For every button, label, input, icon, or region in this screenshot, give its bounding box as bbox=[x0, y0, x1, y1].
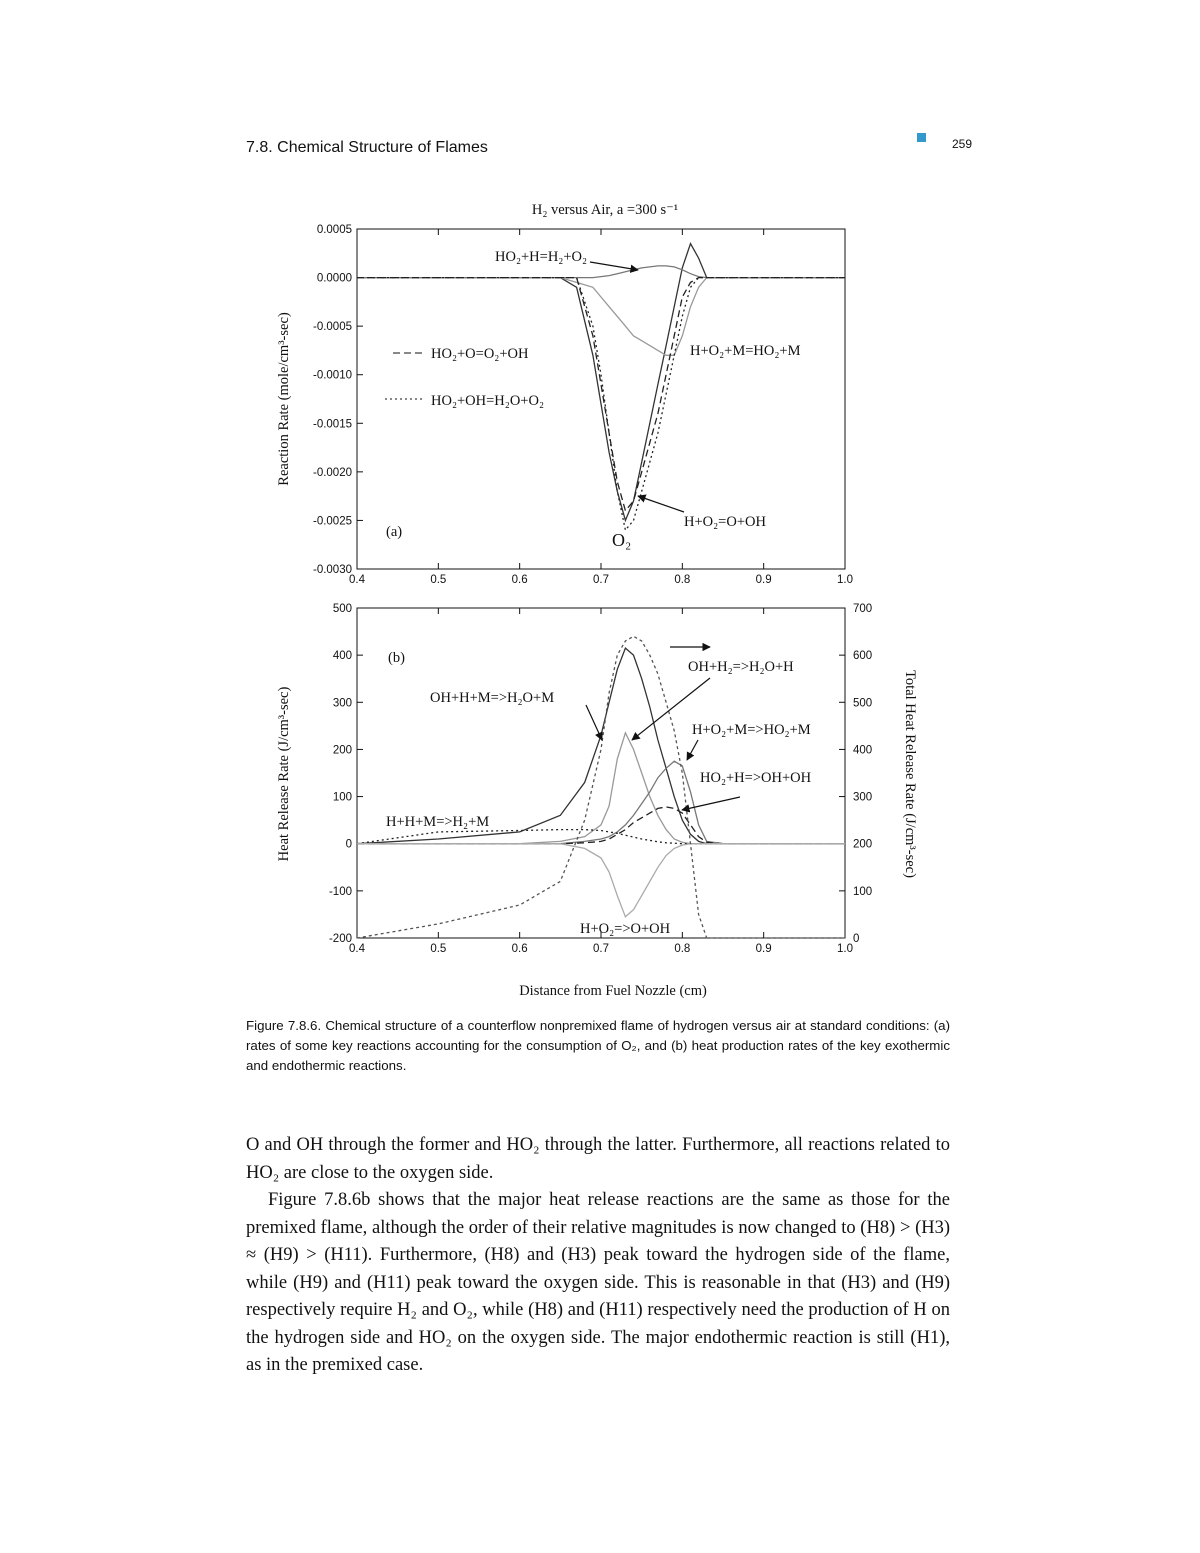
panel-a-tag: (a) bbox=[386, 524, 403, 540]
ann-h-o2: H+O₂=O+OH bbox=[684, 514, 766, 530]
panel-a-ytick-2: -0.0005 bbox=[312, 321, 352, 334]
body-text bbox=[246, 1132, 950, 1380]
panel-b-series-6 bbox=[357, 636, 845, 938]
page-header bbox=[246, 137, 986, 161]
panel-b-ytick-1: 400 bbox=[332, 650, 352, 663]
panel-a-series-2 bbox=[357, 266, 845, 278]
panel-b-ylabel-right: Total Heat Release Rate (J/cm³-sec) bbox=[902, 670, 918, 878]
panel-b-xtick-5: 0.9 bbox=[755, 943, 772, 955]
ann-h-h-m: H+H+M=>H₂+M bbox=[386, 814, 490, 830]
panel-b-ytick-3: 200 bbox=[332, 744, 352, 757]
panel-b-ytick-right-0: 700 bbox=[853, 603, 873, 615]
ann-h-o2-b: H+O₂=>O+OH bbox=[580, 921, 671, 937]
section-title: 7.8. Chemical Structure of Flames bbox=[246, 139, 488, 156]
paragraph-1: O and OH through the former and HO₂ through the latter. Furthermore, all reactions related to HO₂ are close to the oxygen side. bbox=[246, 1135, 950, 1183]
panel-b-ytick-right-4: 300 bbox=[853, 791, 873, 804]
panel-a-ylabel: Reaction Rate (mole/cm³-sec) bbox=[276, 312, 292, 486]
page-number: 259 bbox=[951, 137, 972, 151]
panel-b-xtick-6: 1.0 bbox=[837, 943, 853, 955]
panel-b-tag: (b) bbox=[388, 650, 405, 666]
panel-b-xtick-1: 0.5 bbox=[430, 943, 447, 955]
panel-b-xtick-0: 0.4 bbox=[349, 943, 365, 955]
panel-b-ytick-7: -200 bbox=[328, 933, 352, 945]
ann-ho2-h: HO₂+H=H₂+O₂ bbox=[495, 249, 588, 265]
panel-b-xtick-2: 0.6 bbox=[511, 943, 528, 955]
panel-b-ytick-5: 0 bbox=[345, 838, 352, 851]
marker-icon bbox=[917, 133, 926, 142]
panel-b-ytick-4: 100 bbox=[332, 791, 352, 804]
panel-a-yticks bbox=[313, 224, 363, 576]
ann-h-o2-m: H+O₂+M=HO₂+M bbox=[690, 343, 801, 359]
panel-b-xtick-3: 0.7 bbox=[593, 943, 609, 955]
panel-b-ytick-right-5: 200 bbox=[853, 838, 873, 851]
panel-b-ytick-right-2: 500 bbox=[853, 697, 873, 710]
figure-caption: Figure 7.8.6. Chemical structure of a counterflow nonpremixed flame of hydrogen versus air at standard conditions: (a) rates of some key reactions accounting for the consumption of O₂, and (b) heat production rates of the key exothermic and endothermic reactions. bbox=[246, 1018, 950, 1073]
panel-b-ylabel: Heat Release Rate (J/cm³-sec) bbox=[276, 686, 292, 862]
panel-b-series-5 bbox=[357, 844, 845, 917]
arrow-oh-h-m bbox=[586, 705, 602, 740]
arrow-ho2-h bbox=[590, 262, 638, 270]
paragraph-2: Figure 7.8.6b shows that the major heat release reactions are the same as those for the premixed flame, although the order of their relative magnitudes is now changed to (H8) > (H3) ≈ (H9) > (H11). Furthermore, (H8) and (H3) peak toward the hydrogen side of the flame, while (H9) and (H11) peak toward the oxygen side. This is reasonable in that (H3) and (H9) respectively require H₂ and O₂, while (H8) and (H11) respectively need the production of H on the hydrogen side and HO₂ on the oxygen side. The major endothermic reaction is still (H1), as in the premixed case. bbox=[246, 1190, 950, 1375]
panel-b-ytick-0: 500 bbox=[332, 603, 352, 615]
panel-a-ytick-7: -0.0030 bbox=[312, 564, 352, 576]
panel-b-yticks bbox=[329, 603, 363, 945]
panel-b-series bbox=[357, 636, 845, 938]
panel-b-ytick-6: -100 bbox=[328, 885, 352, 898]
panel-a-ytick-0: 0.0005 bbox=[316, 224, 352, 236]
panel-a-xtick-4: 0.8 bbox=[674, 574, 691, 586]
panel-a-ytick-1: 0.0000 bbox=[316, 272, 352, 285]
ann-h-o2-m-b: H+O₂+M=>HO₂+M bbox=[692, 722, 811, 738]
panel-b-ytick-right-1: 600 bbox=[853, 650, 873, 663]
ann-oh-h-m: OH+H+M=>H₂O+M bbox=[430, 690, 555, 706]
arrow-h-o2 bbox=[638, 496, 684, 512]
panel-a-ytick-3: -0.0010 bbox=[312, 369, 352, 382]
panel-a-xtick-0: 0.4 bbox=[349, 574, 365, 586]
panel-a-ytick-6: -0.0025 bbox=[312, 515, 352, 528]
panel-a-series-0 bbox=[357, 244, 845, 521]
panel-a-ytick-5: -0.0020 bbox=[312, 466, 352, 479]
panel-a-series bbox=[357, 244, 845, 530]
panel-b-ytick-right-7: 0 bbox=[853, 933, 860, 945]
ann-ho2-h-b: HO₂+H=>OH+OH bbox=[700, 770, 812, 786]
panel-a-xtick-1: 0.5 bbox=[430, 574, 447, 586]
panel-b-ytick-right-3: 400 bbox=[853, 744, 873, 757]
panel-a-xtick-5: 0.9 bbox=[755, 574, 772, 586]
x-axis-label: Distance from Fuel Nozzle (cm) bbox=[519, 983, 707, 999]
panel-b-xtick-4: 0.8 bbox=[674, 943, 691, 955]
ann-oh-h2: OH+H₂=>H₂O+H bbox=[688, 659, 794, 675]
legend-label-2: HO₂+OH=H₂O+O₂ bbox=[431, 393, 544, 409]
panel-b-ytick-2: 300 bbox=[332, 697, 352, 710]
arrow-ho2-h-b bbox=[682, 797, 740, 810]
panel-a-xtick-3: 0.7 bbox=[593, 574, 609, 586]
figure bbox=[240, 190, 960, 1005]
panel-a-xtick-6: 1.0 bbox=[837, 574, 853, 586]
panel-b-ytick-right-6: 100 bbox=[853, 885, 873, 898]
ann-o2: O₂ bbox=[612, 530, 632, 550]
panel-a-xtick-2: 0.6 bbox=[511, 574, 528, 586]
panel-b-yticks-right bbox=[839, 603, 872, 945]
figure-title: H₂ versus Air, a =300 s⁻¹ bbox=[531, 202, 679, 218]
arrow-h-o2-m-b bbox=[687, 740, 698, 760]
legend-label-1: HO₂+O=O₂+OH bbox=[431, 346, 529, 362]
panel-a-ytick-4: -0.0015 bbox=[312, 418, 352, 431]
